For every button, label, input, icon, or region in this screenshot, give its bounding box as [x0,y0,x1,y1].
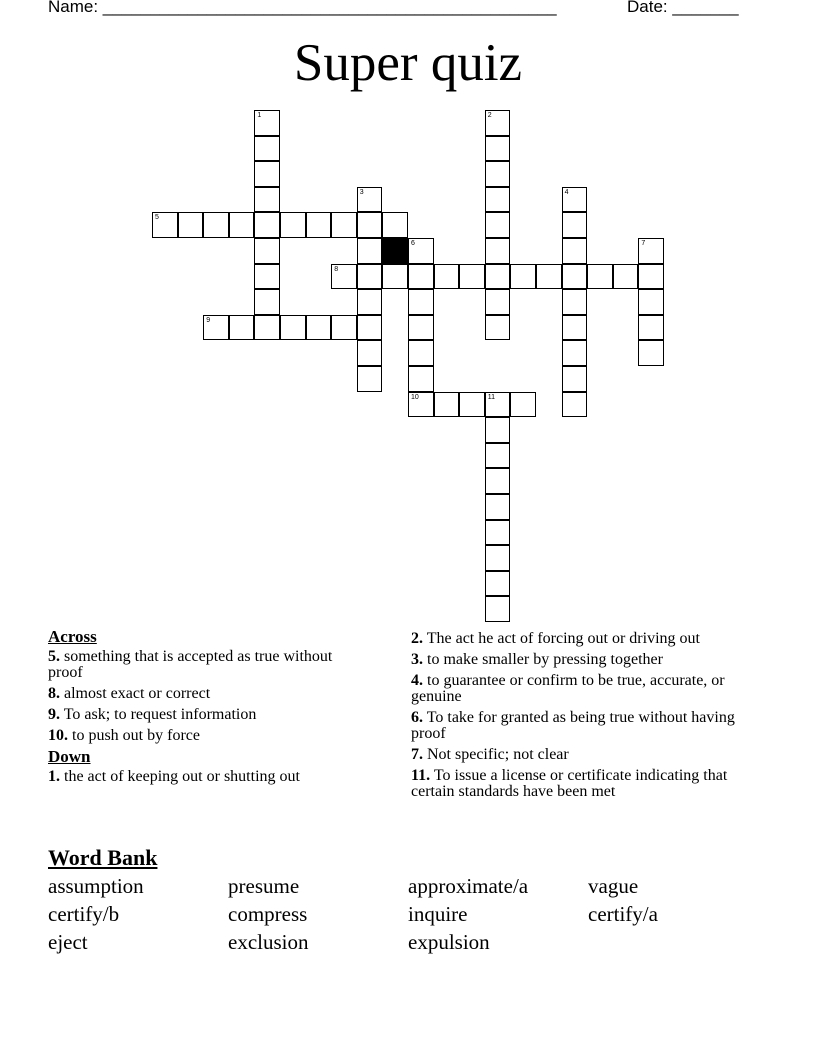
crossword-black-cell [382,238,408,264]
clue-number: 11 [487,393,496,401]
crossword-cell[interactable] [331,315,357,341]
clue-number: 6 [411,240,415,247]
crossword-cell[interactable] [178,212,204,238]
clue-number: 7 [641,240,646,247]
crossword-cell[interactable] [485,315,511,341]
crossword-cell[interactable] [382,264,408,290]
crossword-cell[interactable] [254,187,280,213]
clue-number: 5 [155,214,159,222]
clue-number: 10 [411,393,419,401]
crossword-cell[interactable] [613,264,639,290]
crossword-cell[interactable] [254,289,280,315]
crossword-cell[interactable] [562,366,588,392]
word-bank-item: expulsion [408,930,490,954]
crossword-cell[interactable] [229,212,255,238]
crossword-cell[interactable] [485,417,511,443]
crossword-cell[interactable] [382,212,408,238]
crossword-cell[interactable] [408,340,434,366]
crossword-cell[interactable] [254,315,280,341]
crossword-cell[interactable] [510,264,536,290]
crossword-cell[interactable] [485,520,511,546]
across-heading: Across [48,627,97,646]
crossword-cell[interactable] [254,136,280,162]
crossword-cell[interactable] [485,545,511,571]
crossword-cell[interactable] [408,264,434,290]
clue-down-1: 1. the act of keeping out or shutting out [48,768,300,785]
crossword-cell[interactable] [485,187,511,213]
crossword-cell[interactable] [536,264,562,290]
name-field[interactable]: Name: ________________________________________________ [48,0,557,16]
crossword-cell[interactable] [562,392,588,418]
clue-number: 8 [334,265,339,273]
crossword-cell[interactable] [357,187,383,213]
clue-across-8: 8. almost exact or correct [48,685,211,702]
crossword-cell[interactable] [562,340,588,366]
crossword-cell[interactable] [408,238,434,264]
crossword-cell[interactable] [357,366,383,392]
crossword-cell[interactable] [408,289,434,315]
crossword-cell[interactable] [562,187,588,213]
crossword-cell[interactable] [203,212,229,238]
crossword-cell[interactable] [408,366,434,392]
crossword-cell[interactable] [357,289,383,315]
crossword-cell[interactable] [485,392,511,418]
crossword-cell[interactable] [152,212,178,238]
crossword-cell[interactable] [331,264,357,290]
crossword-cell[interactable] [485,494,511,520]
clue-number: 4 [564,188,569,196]
crossword-cell[interactable] [331,212,357,238]
crossword-cell[interactable] [485,212,511,238]
crossword-cell[interactable] [203,315,229,341]
crossword-cell[interactable] [459,392,485,418]
word-bank-title: Word Bank [48,845,158,870]
clue-across-5: 5. something that is accepted as true without proof [48,648,333,681]
crossword-cell[interactable] [254,161,280,187]
crossword-cell[interactable] [408,392,434,418]
crossword-cell[interactable] [357,212,383,238]
crossword-cell[interactable] [485,136,511,162]
crossword-cell[interactable] [357,340,383,366]
clue-down-4: 4. to guarantee or confirm to be true, accurate, or genuine [411,672,725,705]
word-bank-item: assumption [48,874,144,898]
crossword-cell[interactable] [485,289,511,315]
word-bank-item: certify/a [588,902,658,926]
clue-across-10: 10. to push out by force [48,727,200,744]
clues-right-column [411,631,756,805]
word-bank-item: vague [588,874,639,898]
word-bank-item: compress [228,902,308,926]
crossword-cell[interactable] [254,110,280,136]
clue-down-3: 3. to make smaller by pressing together [411,651,663,668]
down-heading: Down [48,747,91,766]
crossword-cell[interactable] [638,340,664,366]
clue-number: 3 [359,188,364,196]
crossword-cell[interactable] [485,110,511,136]
crossword-cell[interactable] [485,596,511,622]
clue-down-6: 6. To take for granted as being true without having proof [411,709,735,742]
date-field[interactable]: Date: _______ [627,0,739,16]
crossword-cell[interactable] [485,264,511,290]
page-title: Super quiz [293,34,523,92]
crossword-cell[interactable] [510,392,536,418]
word-bank-item: exclusion [228,930,309,954]
crossword-cell[interactable] [638,238,664,264]
clue-down-11: 11. To issue a license or certificate indicating that certain standards have been met [411,767,728,800]
clue-down-2: 2. The act he act of forcing out or driving out [411,630,700,647]
crossword-cell[interactable] [587,264,613,290]
word-bank-item: inquire [408,902,468,926]
crossword-cell[interactable] [485,238,511,264]
crossword-cell[interactable] [638,315,664,341]
crossword-cell[interactable] [229,315,255,341]
crossword-cell[interactable] [562,289,588,315]
word-bank-item: eject [48,930,88,954]
crossword-cell[interactable] [357,315,383,341]
clue-number: 1 [257,112,262,119]
crossword-cell[interactable] [408,315,434,341]
crossword-cell[interactable] [280,315,306,341]
crossword-cell[interactable] [434,392,460,418]
crossword-cell[interactable] [434,264,460,290]
crossword-cell[interactable] [254,264,280,290]
crossword-cell[interactable] [638,264,664,290]
crossword-cell[interactable] [562,212,588,238]
clue-number: 2 [487,112,492,119]
crossword-cell[interactable] [485,443,511,469]
crossword-cell[interactable] [254,238,280,264]
crossword-cell[interactable] [254,212,280,238]
word-bank-item: approximate/a [408,874,529,898]
clues-left-column [48,629,368,790]
crossword-cell[interactable] [485,571,511,597]
crossword-cell[interactable] [562,238,588,264]
crossword-cell[interactable] [485,161,511,187]
crossword-cell[interactable] [280,212,306,238]
clue-across-9: 9. To ask; to request information [48,706,257,723]
word-bank-item: presume [228,874,300,898]
word-bank-item: certify/b [48,902,120,926]
crossword-cell[interactable] [357,264,383,290]
clue-down-7: 7. Not specific; not clear [411,746,569,763]
crossword-cell[interactable] [562,315,588,341]
crossword-cell[interactable] [357,238,383,264]
crossword-cell[interactable] [485,468,511,494]
clue-number: 9 [206,316,211,324]
crossword-cell[interactable] [638,289,664,315]
crossword-cell[interactable] [306,315,332,341]
crossword-cell[interactable] [306,212,332,238]
crossword-cell[interactable] [562,264,588,290]
crossword-cell[interactable] [459,264,485,290]
